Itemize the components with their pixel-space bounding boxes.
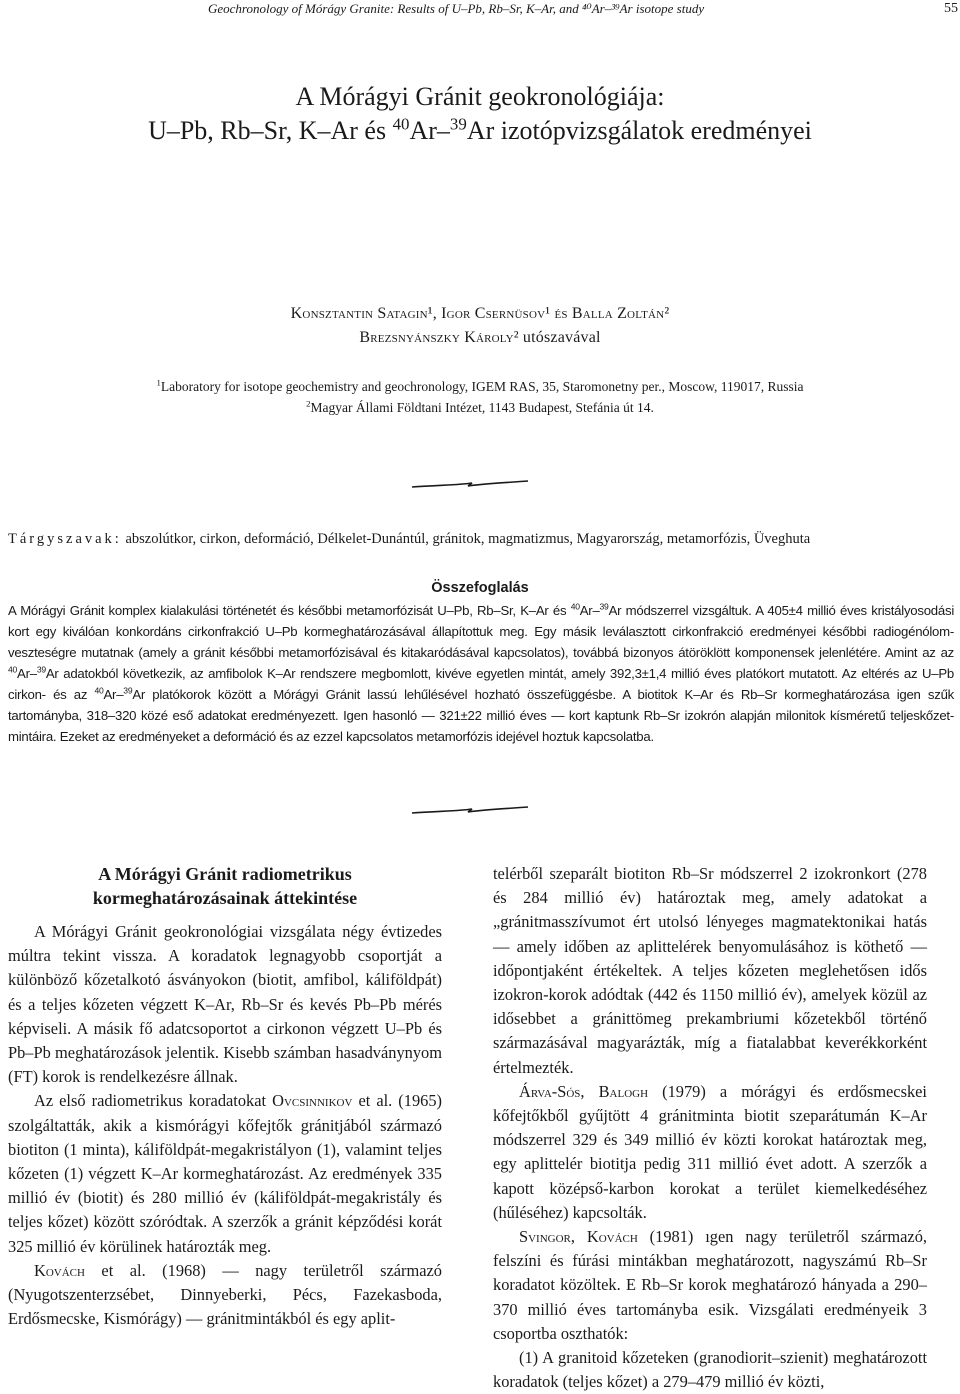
paragraph: A Mórágyi Gránit geokronológiai vizsgálata négy évtizedes múltra tekint vissza. A koradatok legnagyobb csoportját a különböző kőzetalkotó ásványokon (biotit, amfibol, káliföldpát) és a teljes kőzeten végzett K–Ar, Rb–Sr és kevés Pb–Pb mérés képviseli. A másik fő adatcsoportot a cirkonon végzett U–Pb és Pb–Pb meghatározások jelentik. Kisebb számban hasadványnyom (FT) korok is rendelkezésre állnak. [8, 922, 442, 1087]
paragraph-text: Az első radiometrikus koradatokat [34, 1091, 273, 1111]
paragraph [8, 1259, 442, 1332]
abstract-sup: 39 [599, 601, 609, 612]
right-column [493, 862, 927, 1394]
afterword-author: Brezsnyánszky Károly² [359, 329, 519, 346]
running-head [208, 0, 960, 20]
affiliation-2 [0, 397, 960, 418]
abstract-sup: 40 [8, 664, 18, 675]
paragraph-text: (1981) ıgen nagy területről származó, felszíni és fúrási mintákban meghatározott, nagyszámú Rb–Sr koradatot közöltek. E Rb–Sr korok meghatározó hányada a 290–370 millió éves tartományba esik. Vizsgálati eredményeik 3 csoportba oszthatók: [493, 1227, 927, 1343]
abstract-sup: 39 [36, 664, 46, 675]
paragraph [493, 1080, 927, 1225]
paragraph [493, 1225, 927, 1346]
paragraph-text: et al. (1965) szolgáltatták, akik a kismórágyi kőfejtők gránitjából származó biotiton (1 minta), káliföldpát-megakristályon (1), valamint teljes kőzeten (1) végzett K–Ar kormeghatározást. Az eredmények 335 millió év (biotit) és 280 millió év (káliföldpát-megakristály és teljes kőzet) között szóródtak. A szerzők a gránit képződési korát 325 millió év körülinek határozták meg. [8, 1091, 443, 1256]
abstract-text: Ar platókorok között a Mórágyi Gránit lassú lehűlésével hozható összefüggésbe. A biotitok K–Ar és Rb–Sr kormeghatározása igen szűk tartományba, 318–320 közé eső adatokat eredményezett. Igen hasonló — 321±22 millió éves — kort kaptunk Rb–Sr izokrón alapján milonitok kísméretű teljeskőzet-mintáira. Ezeket az eredményeket a deformáció és az ezzel kapcsolatos metamorfózis idejével hoztuk kapcsolatba. [8, 687, 954, 744]
title-text: Ar izotópvizsgálatok eredményei [466, 116, 812, 145]
abstract-text: Ar– [579, 603, 600, 618]
keywords-text: abszolútkor, cirkon, deformáció, Délkelet-Dunántúl, gránitok, magmatizmus, Magyarország, metamorfózis, Üveghuta [121, 531, 811, 547]
authors-line-2 [0, 326, 960, 350]
affiliation-1 [0, 376, 960, 397]
cited-author: Ovcsinnikov [272, 1091, 353, 1111]
ornament-swash-icon [410, 802, 530, 818]
abstract-text: Ar módszerrel vizsgáltuk. A 405±4 millió éves kristályosodási kort egy kiválóan konkordáns cirkonfrakció U–Pb kormeghatározásával állapítottuk meg. Egy másik leválasztott cirkonfrakció eredményei későbbi radiogénólom-veszteségre mutatnak (amely a gránit későbbi metamorfózisával és kitakaródásával kapcsolatos), továbbá bizonyos átöröklött komponensek jelenlétére. Amint az az [8, 603, 954, 660]
affiliation-text: Laboratory for isotope geochemistry and geochronology, IGEM RAS, 35, Staromonetny per., Moscow, 119017, Russia [160, 379, 804, 394]
title-text: U–Pb, Rb–Sr, K–Ar és [148, 116, 393, 145]
section-heading: A Mórágyi Gránit radiometrikus kormeghatározásainak áttekintése [92, 864, 358, 908]
abstract-sup: 39 [123, 685, 133, 696]
abstract-body [8, 600, 954, 747]
left-column [8, 862, 442, 1331]
abstract-text: A Mórágyi Gránit komplex kialakulási történetét és későbbi metamorfózisát U–Pb, Rb–Sr, K–Ar és [8, 603, 571, 618]
title-sup: 40 [392, 114, 410, 134]
affiliation-number: 1 [156, 377, 161, 388]
page-number: 55 [944, 1, 958, 16]
paragraph-text: (1979) a mórágyi és erdősmecskei kőfejtőkből gyűjtött 4 gránitminta biotit szeparátumán K–Ar módszerrel 329 és 349 millió év közti korokat határoztak meg, egy aplittelér biotitja pedig 311 millió évet adott. A szerzők a kapott középső-karbon korokat a terület kiemelkedéséhez (hűléséhez) kapcsolták. [493, 1081, 927, 1222]
title-sup: 39 [449, 114, 467, 134]
ornament-swash-icon [410, 476, 530, 492]
affiliations [0, 376, 960, 418]
afterword-suffix: utószavával [518, 329, 601, 346]
title-text: Ar– [409, 116, 450, 145]
keywords [8, 528, 958, 550]
title-line-2 [0, 114, 960, 148]
abstract-sup: 40 [570, 601, 580, 612]
abstract-sup: 40 [94, 685, 104, 696]
affiliation-number: 2 [306, 398, 311, 409]
title-line-1: A Mórágyi Gránit geokronológiája: [295, 82, 665, 111]
paragraph: telérből szeparált biotiton Rb–Sr módszerrel 2 izokronkort (278 és 284 millió év) határoztak meg, amely adatokat a „gránitmasszívumot ért utolsó lényeges magmatektonikai hatás — amely időben az aplittelérek benyomulásához is köthető — időpontjaként értékeltek. A teljes kőzeten meglehetősen idős izokron-korok adódtak (442 és 1150 millió év), amelyek közül az idősebbet a gránittömeg prekambriumi kőzetekből történő származásával magyarázták, míg a fiatalabbat keverékkorként értelmezték. [493, 864, 927, 1077]
authors-line-1: Konsztantin Satagin¹, Igor Csernüsov¹ és Balla Zoltán² [290, 305, 670, 322]
cited-author: Svingor, Kovách [519, 1227, 638, 1247]
cited-author: Árva-Sós, Balogh [519, 1081, 649, 1101]
keywords-label: Tárgyszavak: [8, 531, 122, 547]
abstract-text: Ar adatokból következik, az amfibolok K–Ar rendszere megbomlott, kivéve egyetlen mintát, amely 392,3±1,4 millió éves platókort mutatott. Az eltérés az U–Pb cirkon- és az [8, 666, 954, 702]
paragraph-text: et al. (1968) — nagy területről származó (Nyugotszenterzsébet, Dinnyeberki, Pécs, Fazekasboda, Erdősmecske, Kismórágy) — gránitmintákból és egy aplit- [8, 1260, 442, 1329]
authors [0, 302, 960, 350]
cited-author: Kovách [34, 1260, 85, 1280]
paragraph [8, 1089, 442, 1258]
abstract-heading: Összefoglalás [431, 580, 529, 596]
affiliation-text: Magyar Állami Földtani Intézet, 1143 Budapest, Stefánia út 14. [310, 400, 654, 415]
article-title [0, 80, 960, 148]
abstract-text: Ar– [103, 687, 124, 702]
running-head-title: Geochronology of Mórágy Granite: Results of U–Pb, Rb–Sr, K–Ar, and ⁴⁰Ar–³⁹Ar isotope study [208, 1, 705, 16]
abstract-text: Ar– [17, 666, 37, 681]
paragraph: (1) A granitoid kőzeteken (granodiorit–szienit) meghatározott koradatok (teljes kőzet) a 279–479 millió év közti, [493, 1348, 927, 1392]
